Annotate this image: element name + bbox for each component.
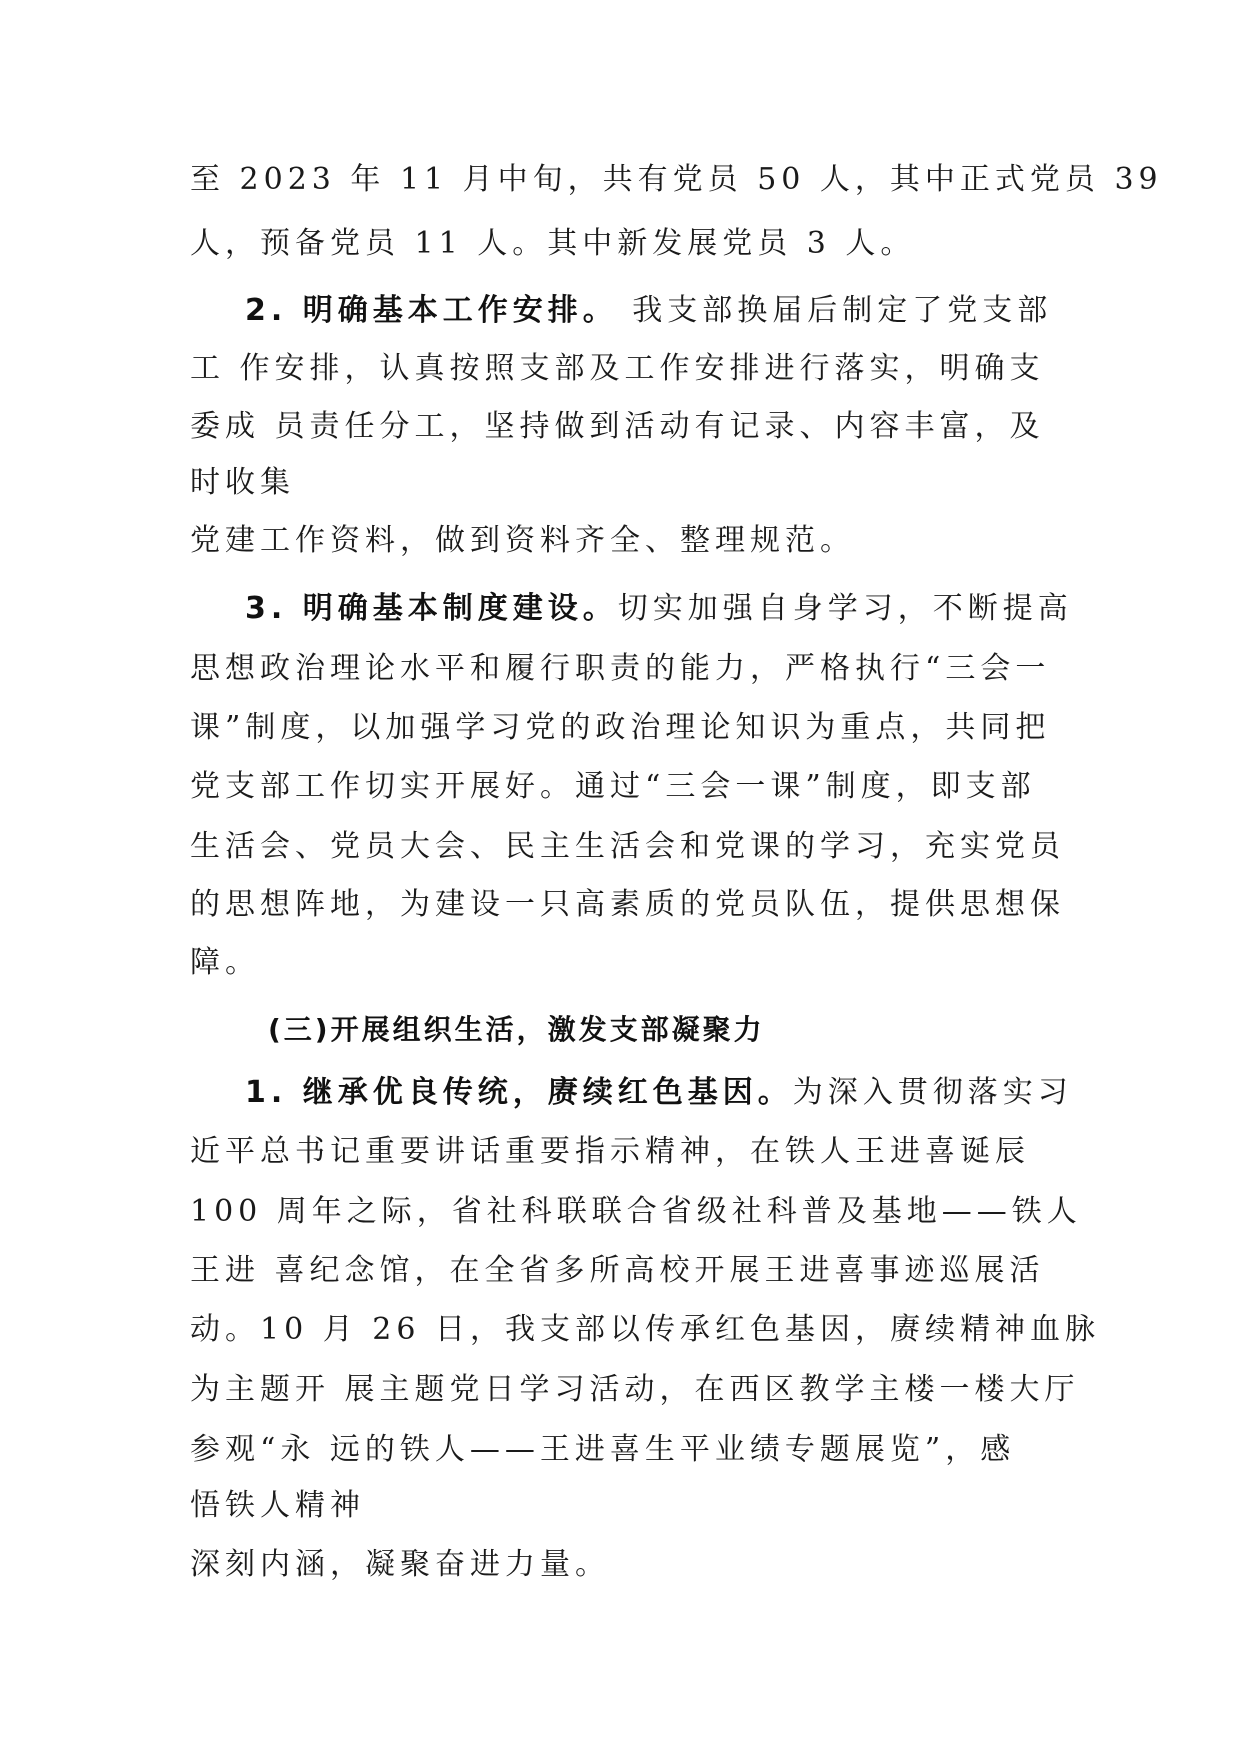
- text-line: [190, 521, 855, 561]
- line-text: 障。: [190, 945, 260, 980]
- line-text: 切实加强自身学习，不断提高: [617, 591, 1073, 626]
- line-text: 参观“永 远的铁人——王进喜生平业绩专题展览”，感: [190, 1432, 1016, 1467]
- paragraph-heading-line: [245, 589, 1073, 629]
- line-text: 工 作安排，认真按照支部及工作安排进行落实，明确支: [190, 351, 1045, 386]
- paragraph-heading-line: [245, 1073, 1073, 1113]
- text-line: [190, 349, 1045, 389]
- line-text: 时收集: [190, 465, 295, 500]
- line-text: 我支部换届后制定了党支部: [617, 293, 1053, 328]
- paragraph-heading: 2. 明确基本工作安排。: [245, 293, 618, 328]
- text-line: [190, 407, 1045, 447]
- text-line: [190, 463, 295, 503]
- text-line: [190, 649, 1050, 689]
- line-text: 的思想阵地，为建设一只高素质的党员队伍，提供思想保: [190, 887, 1065, 922]
- text-line: [190, 708, 1050, 748]
- line-text: 至 2023 年 11 月中旬，共有党员 50 人，其中正式党员 39: [190, 162, 1163, 197]
- line-text: 课”制度，以加强学习党的政治理论知识为重点，共同把: [190, 710, 1051, 745]
- line-text: 党支部工作切实开展好。通过“三会一课”制度，即支部: [190, 769, 1036, 804]
- section-heading: (三)开展组织生活，激发支部凝聚力: [268, 1013, 765, 1046]
- text-line: [190, 1251, 1045, 1291]
- line-text: 为主题开 展主题党日学习活动，在西区教学主楼一楼大厅: [190, 1372, 1080, 1407]
- paragraph-heading: 3. 明确基本制度建设。: [245, 591, 618, 626]
- line-text: 思想政治理论水平和履行职责的能力，严格执行“三会一: [190, 651, 1051, 686]
- line-text: 党建工作资料，做到资料齐全、整理规范。: [190, 523, 855, 558]
- text-line: [190, 160, 1163, 200]
- text-line: [190, 1486, 365, 1526]
- paragraph-heading: 1. 继承优良传统，赓续红色基因。: [245, 1075, 793, 1110]
- text-line: [190, 1192, 1082, 1232]
- text-line: [190, 1132, 1030, 1172]
- line-text: 委成 员责任分工，坚持做到活动有记录、内容丰富，及: [190, 409, 1045, 444]
- text-line: [190, 1430, 1015, 1470]
- text-line: [190, 767, 1036, 807]
- text-line: [190, 943, 260, 983]
- text-line: [190, 1310, 1100, 1350]
- line-text: 人，预备党员 11 人。其中新发展党员 3 人。: [190, 226, 916, 261]
- line-text: 近平总书记重要讲话重要指示精神，在铁人王进喜诞辰: [190, 1134, 1030, 1169]
- paragraph-heading-line: [245, 291, 1052, 331]
- line-text: 深刻内涵，凝聚奋进力量。: [190, 1547, 610, 1582]
- line-text: 动。10 月 26 日，我支部以传承红色基因，赓续精神血脉: [190, 1312, 1100, 1347]
- text-line: [190, 224, 915, 264]
- line-text: 悟铁人精神: [190, 1488, 365, 1523]
- section-heading-line: [268, 1010, 765, 1050]
- line-text: 王进 喜纪念馆，在全省多所高校开展王进喜事迹巡展活: [190, 1253, 1045, 1288]
- line-text: 生活会、党员大会、民主生活会和党课的学习，充实党员: [190, 829, 1065, 864]
- text-line: [190, 1370, 1080, 1410]
- text-line: [190, 885, 1065, 925]
- line-text: 为深入贯彻落实习: [792, 1075, 1073, 1110]
- line-text: 100 周年之际，省社科联联合省级社科普及基地——铁人: [190, 1194, 1082, 1229]
- text-line: [190, 1545, 610, 1585]
- text-line: [190, 827, 1065, 867]
